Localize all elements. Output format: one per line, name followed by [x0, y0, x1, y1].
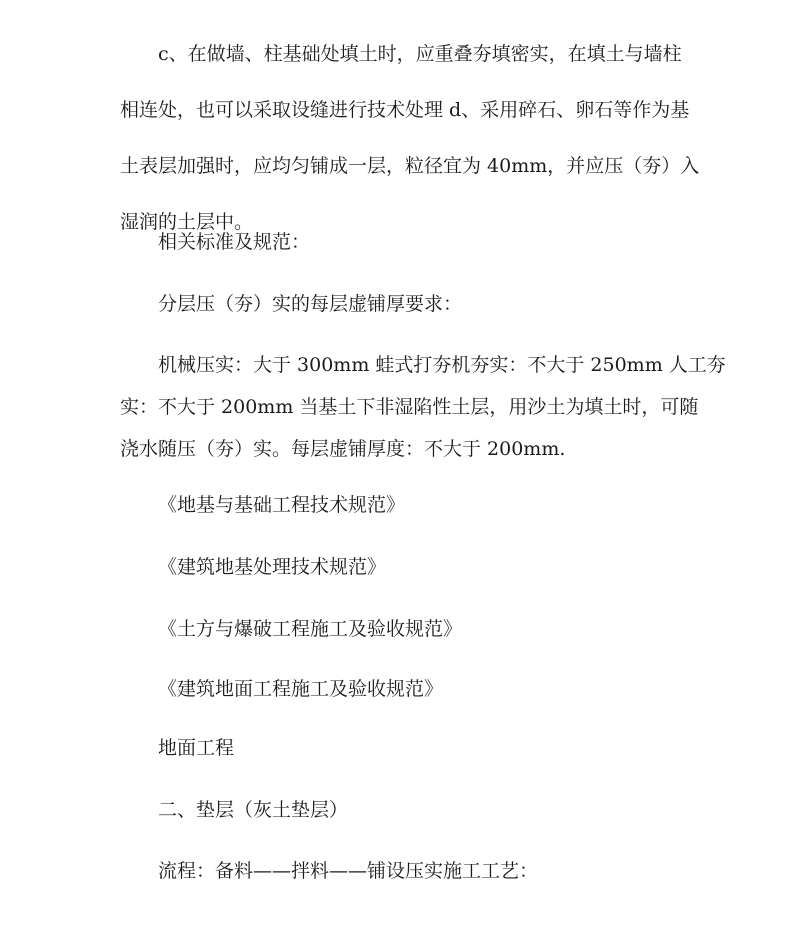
text-line: 相连处，也可以采取设缝进行技术处理 d、采用碎石、卵石等作为基: [120, 99, 690, 121]
paragraph-layer-thickness: 分层压（夯）实的每层虚铺厚要求：: [158, 293, 463, 315]
standard-item: 《建筑地面工程施工及验收规范》: [158, 678, 444, 700]
subsection-heading: 二、垫层（灰土垫层）: [158, 799, 349, 821]
text-line: 实：不大于 200mm 当基土下非湿陷性土层，用沙土为填土时，可随: [120, 396, 699, 418]
text-line: 土表层加强时，应均匀铺成一层，粒径宜为 40mm，并应压（夯）入: [120, 155, 700, 177]
standard-item: 《地基与基础工程技术规范》: [158, 494, 406, 516]
text-line: 湿润的土层中。: [120, 211, 254, 233]
paragraph-compaction-methods: [120, 344, 726, 470]
paragraph-fill-compaction: [120, 33, 700, 243]
process-flow-text: 流程：备料——拌料——铺设压实施工工艺：: [158, 860, 539, 882]
section-heading: 地面工程: [158, 737, 235, 759]
text-line: 浇水随压（夯）实。每层虚铺厚度：不大于 200mm.: [120, 438, 566, 460]
standard-item: 《土方与爆破工程施工及验收规范》: [158, 618, 463, 640]
text-line: c、在做墙、柱基础处填土时，应重叠夯填密实，在填土与墙柱: [158, 43, 682, 65]
text-line: 机械压实：大于 300mm 蛙式打夯机夯实：不大于 250mm 人工夯: [158, 354, 726, 376]
standard-item: 《建筑地基处理技术规范》: [158, 556, 387, 578]
paragraph-standards-heading: 相关标准及规范：: [158, 231, 311, 253]
